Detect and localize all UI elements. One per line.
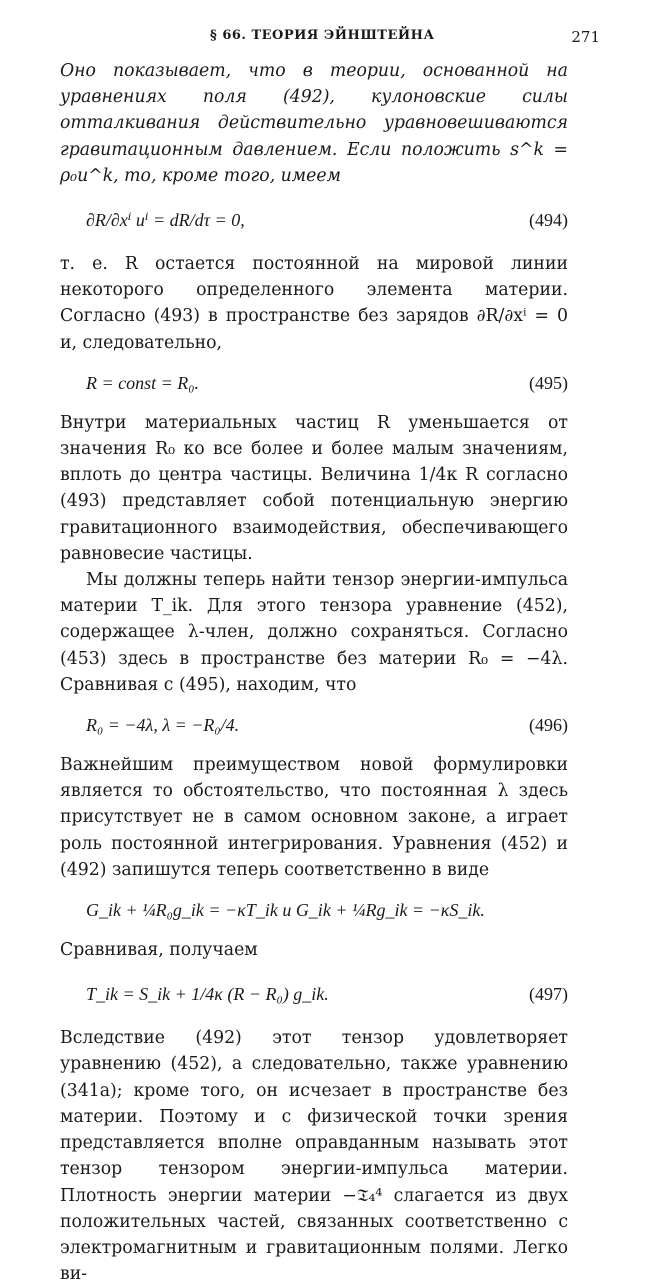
equation-495 bbox=[60, 370, 568, 396]
paragraph-7: Вследствие (492) этот тензор удовлетворяет уравнению (452), а следовательно, также уравнению (341a); кроме того, он исчезает в пространстве без материи. Поэтому и с физической точки зрения представляется вполне оправданным называть этот тензор тензором энергии-импульса материи. Плотность энергии материи −𝔗₄⁴ слагается из двух положительных частей, связанных соответственно с электромагнитным и гравитационным полями. Легко ви- bbox=[60, 1028, 568, 1285]
equation-494 bbox=[60, 199, 568, 239]
equation-494-body: ∂R/∂xⁱ uⁱ = dR/dτ = 0, bbox=[86, 210, 245, 231]
paragraph-2: т. е. R остается постоянной на мировой линии некоторого определенного элемента материи. Согласно (493) в пространстве без зарядов ∂R/∂xⁱ = 0 и, следовательно, bbox=[60, 254, 568, 353]
running-head: § 66. ТЕОРИЯ ЭЙНШТЕЙНА bbox=[210, 28, 435, 43]
equation-unnumbered bbox=[60, 897, 568, 923]
page-number: 271 bbox=[571, 28, 600, 46]
paragraph-4: Мы должны теперь найти тензор энергии-импульса материи T_ik. Для этого тензора уравнение (452), содержащее λ-член, должно сохраняться. Согласно (453) здесь в пространстве без материи R₀ = −4λ. Сравнивая с (495), находим, что bbox=[60, 570, 568, 695]
paragraph-5: Важнейшим преимуществом новой формулировки является то обстоятельство, что постоянная λ здесь присутствует не в самом основном законе, а играет роль постоянной интегрирования. Уравнения (452) и (492) запишутся теперь соответственно в виде bbox=[60, 755, 568, 880]
equation-497-body: T_ik = S_ik + 1/4κ (R − R₀) g_ik. bbox=[86, 984, 329, 1005]
body-text bbox=[60, 58, 568, 1287]
equation-496-body: R₀ = −4λ, λ = −R₀/4. bbox=[86, 715, 240, 736]
paragraph-3: Внутри материальных частиц R уменьшается от значения R₀ ко все более и более малым значениям, вплоть до центра частицы. Величина 1/4κ R согласно (493) представляет собой потенциальную энергию гравитационного взаимодействия, обеспечивающего равновесие частицы. bbox=[60, 412, 568, 564]
paragraph-6: Сравнивая, получаем bbox=[60, 940, 258, 961]
equation-496 bbox=[60, 712, 568, 738]
equation-unnumbered-body: G_ik + ¼R₀g_ik = −κT_ik и G_ik + ¼Rg_ik = −κS_ik. bbox=[86, 900, 485, 921]
equation-497 bbox=[60, 973, 568, 1013]
equation-494-number: (494) bbox=[529, 210, 568, 231]
equation-496-number: (496) bbox=[529, 715, 568, 736]
equation-497-number: (497) bbox=[529, 984, 568, 1005]
paragraph-1: Оно показывает, что в теории, основанной на уравнениях поля (492), кулоновские силы отталкивания действительно уравновешиваются гравитационным давлением. Если положить s^k = ρ₀u^k, то, кроме того, имеем bbox=[60, 61, 568, 186]
equation-495-body: R = const = R₀. bbox=[86, 372, 200, 393]
equation-495-number: (495) bbox=[529, 372, 568, 393]
